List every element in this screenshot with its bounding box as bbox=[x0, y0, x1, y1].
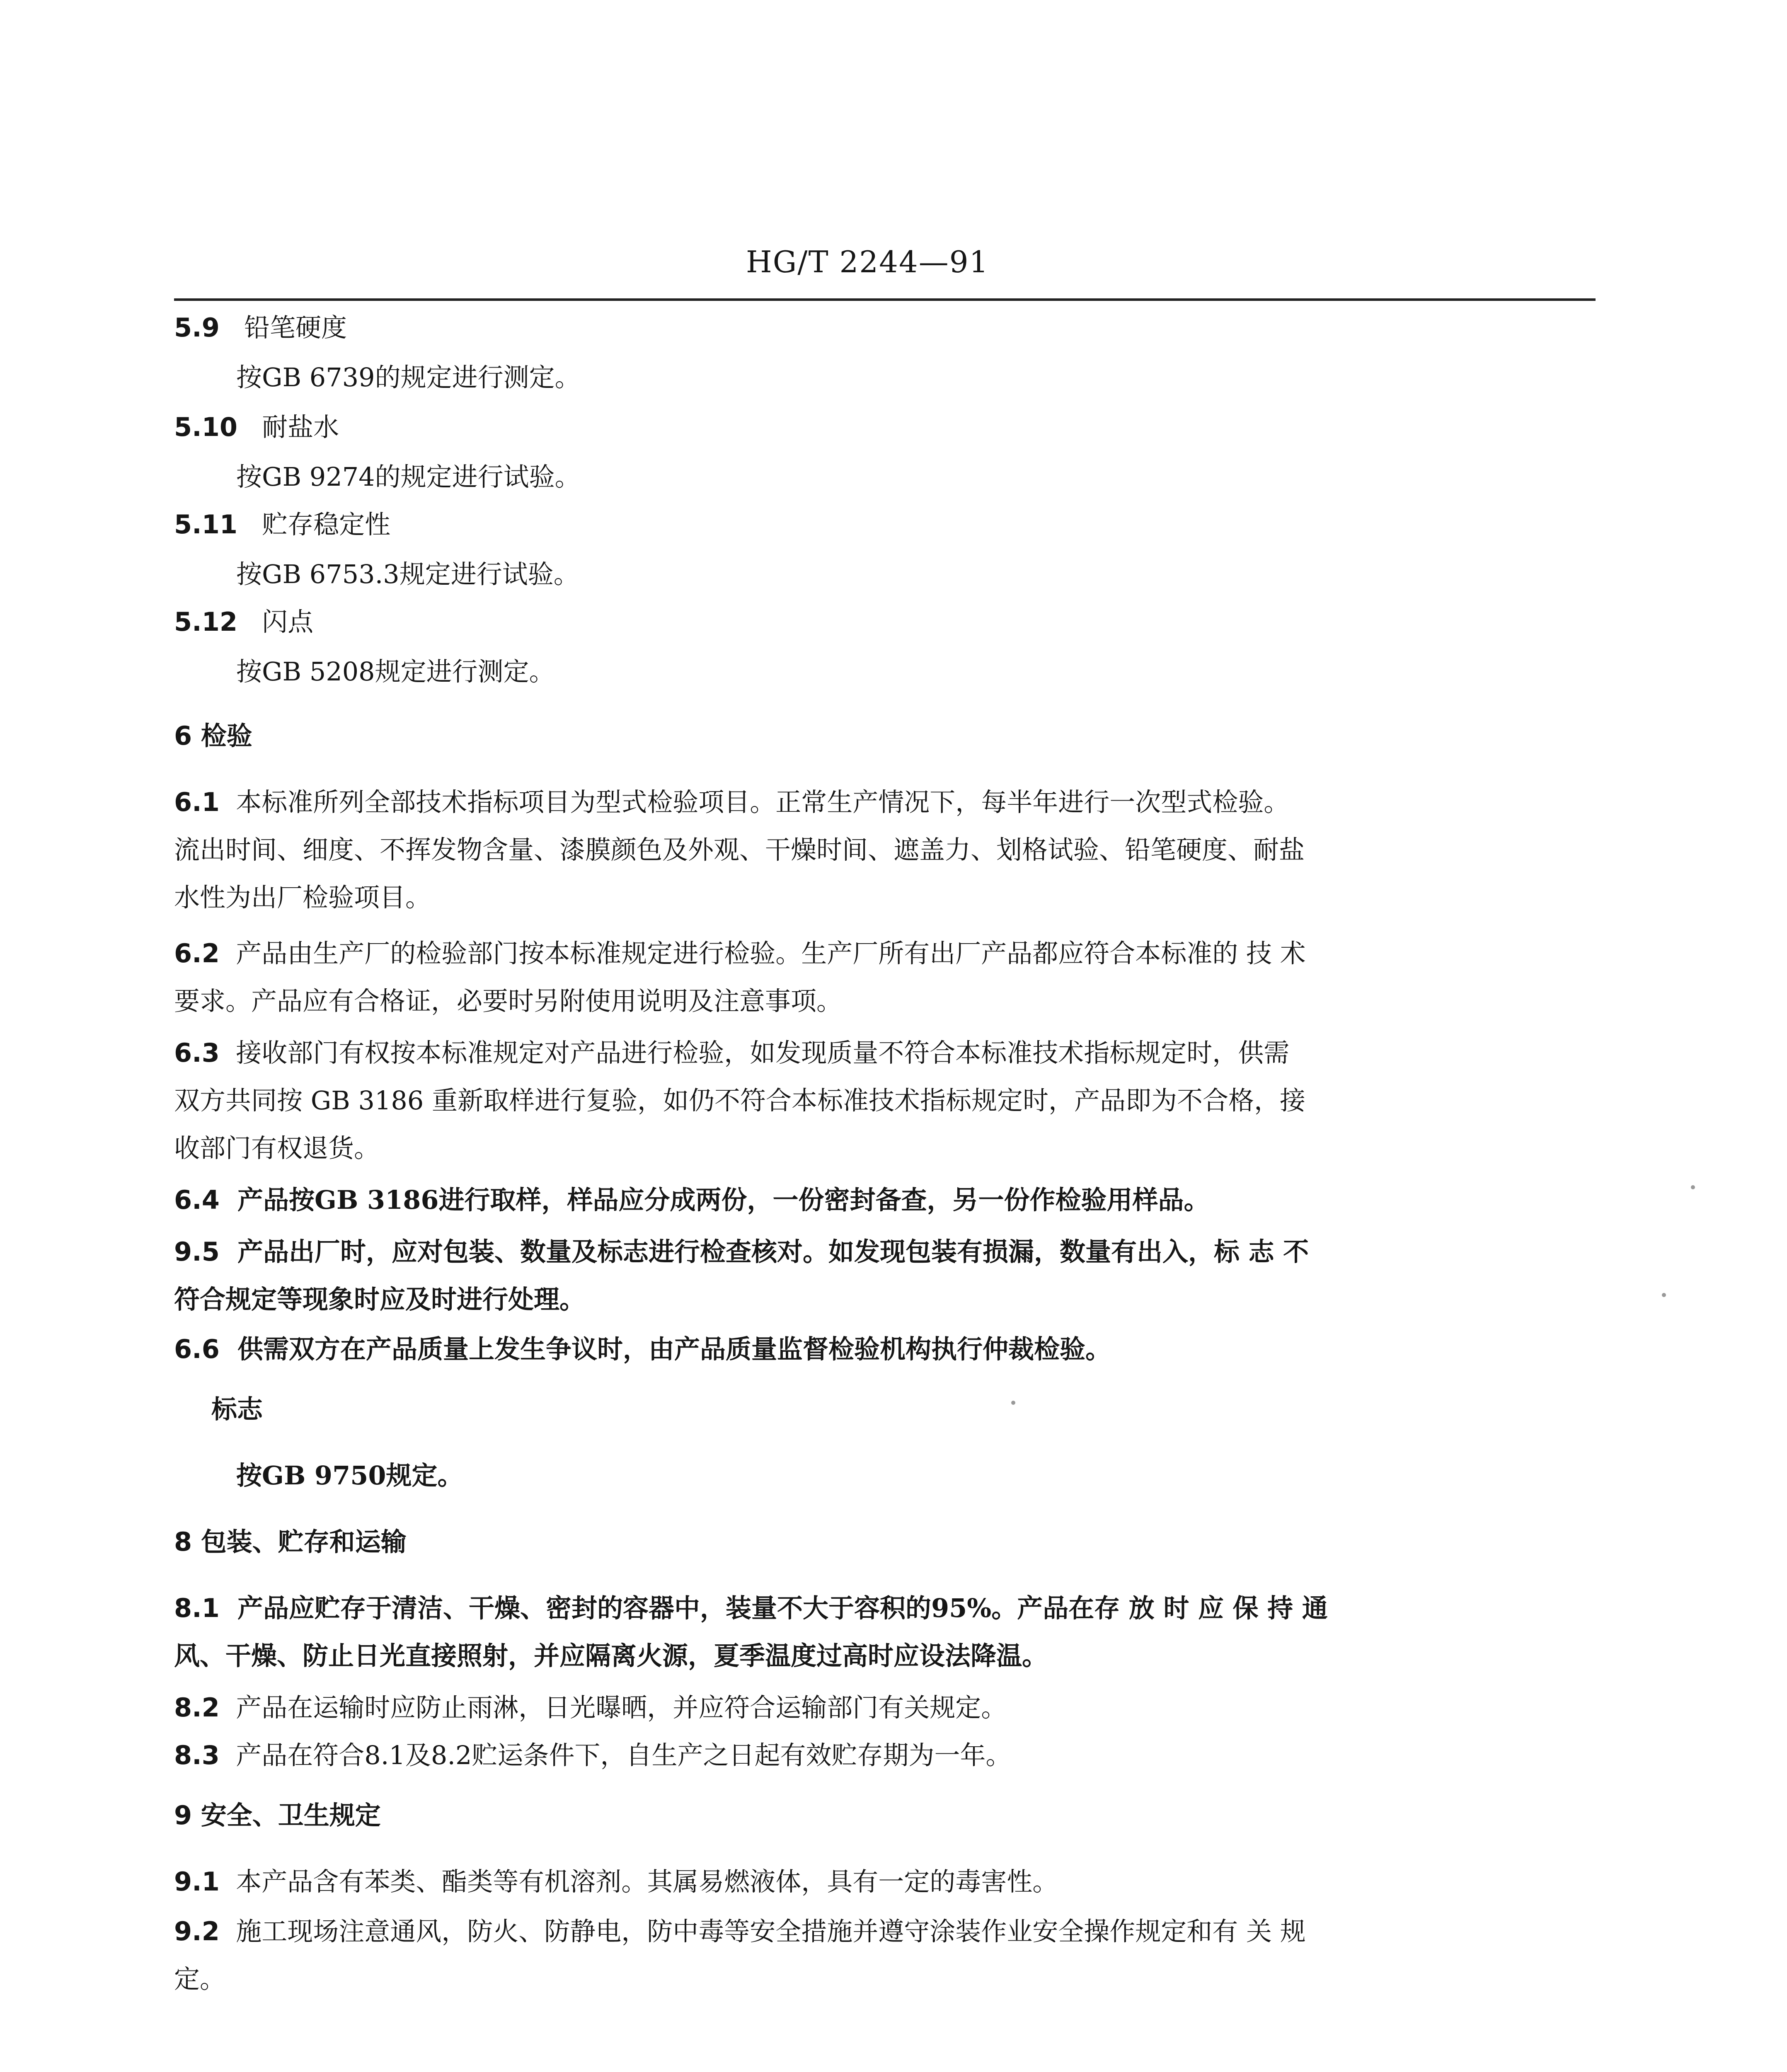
para-9-2-line-2: 定。 bbox=[174, 1964, 226, 1994]
para-8-1-line-1 bbox=[174, 1595, 1328, 1621]
para-text: 产品在运输时应防止雨淋，日光曝晒，并应符合运输部门有关规定。 bbox=[236, 1692, 1007, 1723]
para-9-1-line-1 bbox=[174, 1866, 1058, 1897]
para-6-6-line-1 bbox=[174, 1336, 1111, 1362]
para-6-3-line-2: 双方共同按 GB 3186 重新取样进行复验，如仍不符合本标准技术指标规定时，产品即为不合格，接 bbox=[174, 1085, 1305, 1116]
section-9-heading: 9 安全、卫生规定 bbox=[174, 1800, 381, 1830]
para-text: 产品在符合8.1及8.2贮运条件下，自生产之日起有效贮存期为一年。 bbox=[236, 1740, 1012, 1770]
scan-speck bbox=[1011, 1401, 1015, 1405]
para-6-5-line-2: 符合规定等现象时应及时进行处理。 bbox=[174, 1284, 586, 1314]
para-6-4-line-1 bbox=[174, 1187, 1210, 1213]
para-text: 产品应贮存于清洁、干燥、密封的容器中，装量不大于容积的95%。产品在存 放 时 应 保 持 通 bbox=[237, 1593, 1328, 1623]
clause-number: 9.5 bbox=[174, 1237, 220, 1267]
clause-5-12-heading bbox=[174, 609, 313, 635]
para-text: 产品出厂时，应对包装、数量及标志进行检查核对。如发现包装有损漏，数量有出入，标 志 不 bbox=[237, 1237, 1309, 1267]
para-text: 本产品含有苯类、酯类等有机溶剂。其属易燃液体，具有一定的毒害性。 bbox=[236, 1866, 1058, 1897]
para-6-5-line-1 bbox=[174, 1239, 1309, 1265]
para-6-2-line-2: 要求。产品应有合格证，必要时另附使用说明及注意事项。 bbox=[174, 986, 843, 1016]
clause-number: 6.3 bbox=[174, 1038, 220, 1068]
section-8-heading: 8 包装、贮存和运输 bbox=[174, 1527, 407, 1557]
clause-title: 闪点 bbox=[262, 607, 314, 637]
clause-title: 贮存稳定性 bbox=[262, 509, 391, 540]
para-6-1-line-3: 水性为出厂检验项目。 bbox=[174, 882, 431, 913]
clause-title: 耐盐水 bbox=[262, 412, 339, 442]
para-6-3-line-1 bbox=[174, 1040, 1289, 1066]
para-6-2-line-1 bbox=[174, 938, 1306, 968]
clause-number: 6.6 bbox=[174, 1334, 220, 1364]
clause-5-11-body: 按GB 6753.3规定进行试验。 bbox=[236, 559, 579, 589]
para-8-2-line-1 bbox=[174, 1692, 1007, 1723]
clause-number: 5.11 bbox=[174, 509, 237, 540]
section-6-heading: 6 检验 bbox=[174, 721, 252, 751]
clause-number: 8.2 bbox=[174, 1692, 220, 1723]
header-rule bbox=[174, 298, 1596, 301]
para-text: 产品按GB 3186进行取样，样品应分成两份，一份密封备查，另一份作检验用样品。 bbox=[237, 1185, 1210, 1215]
clause-title: 铅笔硬度 bbox=[244, 312, 347, 343]
para-text: 本标准所列全部技术指标项目为型式检验项目。正常生产情况下，每半年进行一次型式检验。 bbox=[236, 787, 1290, 817]
clause-number: 5.12 bbox=[174, 607, 237, 637]
para-8-1-line-2: 风、干燥、防止日光直接照射，并应隔离火源，夏季温度过高时应设法降温。 bbox=[174, 1641, 1048, 1671]
para-6-1-line-1 bbox=[174, 789, 1289, 815]
para-9-2-line-1 bbox=[174, 1916, 1306, 1946]
clause-number: 6.4 bbox=[174, 1185, 220, 1215]
clause-number: 8.1 bbox=[174, 1593, 220, 1623]
clause-5-10-body: 按GB 9274的规定进行试验。 bbox=[236, 462, 581, 492]
clause-number: 6.2 bbox=[174, 938, 220, 968]
section-7-body: 按GB 9750规定。 bbox=[236, 1460, 463, 1491]
section-7-heading: 标志 bbox=[211, 1394, 263, 1424]
para-6-1-line-2: 流出时间、细度、不挥发物含量、漆膜颜色及外观、干燥时间、遮盖力、划格试验、铅笔硬度、耐盐 bbox=[174, 835, 1305, 865]
clause-number: 6.1 bbox=[174, 787, 220, 817]
para-text: 供需双方在产品质量上发生争议时，由产品质量监督检验机构执行仲裁检验。 bbox=[237, 1334, 1111, 1364]
para-text: 产品由生产厂的检验部门按本标准规定进行检验。生产厂所有出厂产品都应符合本标准的 技 术 bbox=[236, 938, 1306, 968]
scan-speck bbox=[1691, 1185, 1695, 1189]
clause-5-9-heading bbox=[174, 312, 347, 343]
para-8-3-line-1 bbox=[174, 1740, 1012, 1770]
clause-5-12-body: 按GB 5208规定进行测定。 bbox=[236, 656, 555, 687]
clause-number: 5.10 bbox=[174, 412, 237, 442]
clause-number: 8.3 bbox=[174, 1740, 220, 1770]
scan-speck bbox=[1662, 1293, 1666, 1297]
para-text: 施工现场注意通风，防火、防静电，防中毒等安全措施并遵守涂装作业安全操作规定和有 关 规 bbox=[236, 1916, 1306, 1946]
clause-5-9-body: 按GB 6739的规定进行测定。 bbox=[236, 362, 581, 392]
standard-code-header: HG/T 2244—91 bbox=[746, 244, 989, 279]
clause-number: 9.2 bbox=[174, 1916, 220, 1946]
clause-number: 9.1 bbox=[174, 1866, 220, 1897]
clause-number: 5.9 bbox=[174, 312, 220, 343]
para-6-3-line-3: 收部门有权退货。 bbox=[174, 1133, 380, 1163]
para-text: 接收部门有权按本标准规定对产品进行检验，如发现质量不符合本标准技术指标规定时，供需 bbox=[236, 1038, 1290, 1068]
clause-5-11-heading bbox=[174, 509, 391, 540]
clause-5-10-heading bbox=[174, 414, 339, 440]
